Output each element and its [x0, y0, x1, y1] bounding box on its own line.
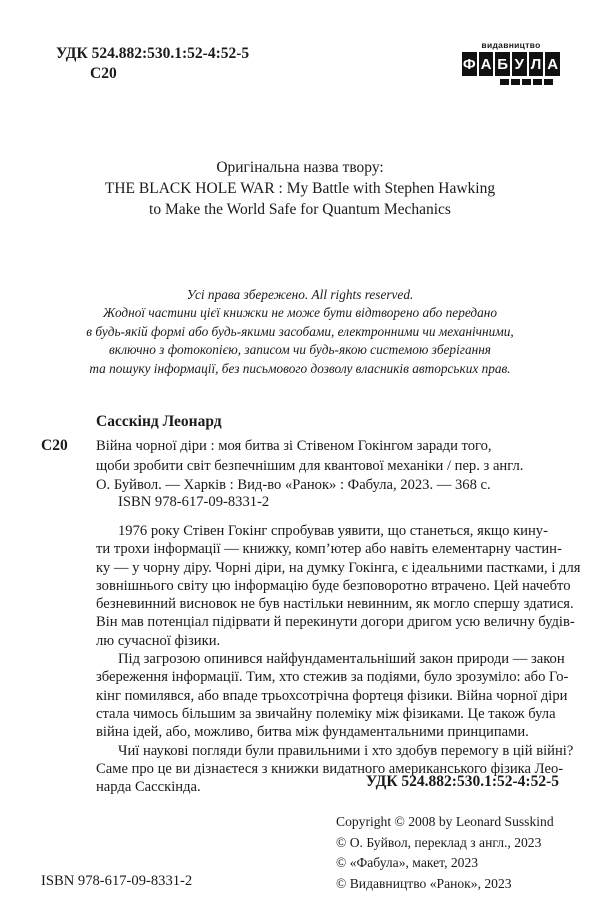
- abstract-line: безневинний висновок не був настільки невинним, як могло спершу здатися.: [96, 596, 574, 613]
- abstract-line: Саме про це ви дізнаєтеся з книжки видатного американського фізика Лео-: [96, 760, 564, 777]
- rights-notice: [0, 286, 600, 378]
- author-mark: С20: [90, 65, 117, 82]
- abstract-line: лю сучасної фізики.: [96, 632, 221, 649]
- bib-isbn: ISBN 978-617-09-8331-2: [118, 494, 270, 510]
- bib-line: О. Буйвол. — Харків : Вид-во «Ранок» : Фабула, 2023. — 368 с.: [96, 477, 491, 493]
- isbn-footer: ISBN 978-617-09-8331-2: [41, 873, 193, 889]
- logo-letter: Л: [529, 52, 544, 76]
- udk-footer: УДК 524.882:530.1:52-4:52-5: [365, 773, 559, 790]
- logo-letter: Ф: [462, 52, 477, 76]
- bib-author: Сасскінд Леонард: [96, 413, 222, 430]
- original-title-line: to Make the World Safe for Quantum Mechanics: [149, 201, 451, 218]
- udk-code: УДК 524.882:530.1:52-4:52-5: [56, 45, 250, 62]
- abstract-line: ку — у чорну діру. Чорні діри, на думку Гокінга, є ідеальними пастками, і для: [96, 559, 581, 576]
- original-title-label: Оригінальна назва твору:: [216, 159, 384, 176]
- bib-code: С20: [41, 437, 68, 454]
- abstract-line: кінг помилявся, або впаде трьохсотрічна фортеця фізики. Війна чорної діри: [96, 687, 568, 704]
- abstract: [96, 522, 581, 796]
- logo-letters: [462, 52, 560, 76]
- bib-line: щоби зробити світ безпечнішим для квантової механіки / пер. з англ.: [96, 457, 524, 474]
- logo-letter: А: [479, 52, 494, 76]
- abstract-line: зовнішнього світу цю інформацію буде безповоротно втрачено. Цей начебто: [96, 577, 571, 594]
- logo-letter: Б: [495, 52, 510, 76]
- abstract-line: нарда Сасскінда.: [96, 779, 201, 796]
- original-title-line: THE BLACK HOLE WAR : My Battle with Stephen Hawking: [104, 180, 496, 197]
- logo-publisher-text: видавництво: [481, 40, 541, 50]
- bib-description: [96, 437, 560, 496]
- logo-letter: А: [545, 52, 560, 76]
- abstract-line: Чиї наукові погляди були правильними і хто здобув перемогу в цій війні?: [118, 742, 574, 759]
- copyright-line: © О. Буйвол, переклад з англ., 2023: [336, 834, 542, 850]
- abstract-line: стала чимось більшим за звичайну полеміку між фізиками. Це також була: [96, 705, 556, 722]
- copyright-line: Copyright © 2008 by Leonard Susskind: [336, 814, 554, 829]
- rights-line: включно з фотокопією, записом чи будь-якою системою зберігання: [109, 342, 491, 358]
- bib-line: Війна чорної діри : моя битва зі Стівеном Гокінгом заради того,: [96, 438, 492, 454]
- rights-line: та пошуку інформації, без письмового дозволу власників авторських прав.: [89, 360, 511, 376]
- copyright-line: © «Фабула», макет, 2023: [336, 855, 479, 870]
- copyright-block: [336, 812, 554, 894]
- logo-stripe: [462, 79, 560, 85]
- rights-line: Усі права збережено. All rights reserved.: [186, 287, 414, 302]
- abstract-line: Він мав потенціал підірвати й перекинути догори дригом усю величну будів-: [96, 614, 575, 631]
- original-title-block: [0, 157, 600, 220]
- rights-line: Жодної частини цієї книжки не може бути відтворено або передано: [102, 305, 498, 321]
- abstract-line: війна ідей, або, можливо, битва між фундаментальними принципами.: [96, 724, 529, 741]
- abstract-line: 1976 року Стівен Гокінг спробував уявити, що станеться, якщо кину-: [118, 523, 548, 539]
- abstract-line: Під загрозою опинився найфундаментальніший закон природи — закон: [118, 651, 565, 668]
- udk-header: [56, 44, 249, 84]
- publisher-logo: [462, 40, 560, 98]
- copyright-line: © Видавництво «Ранок», 2023: [336, 875, 512, 891]
- logo-letter: У: [512, 52, 527, 76]
- rights-line: в будь-якій формі або будь-якими засобами, електронними чи механічними,: [86, 323, 514, 339]
- abstract-line: збереження інформації. Тим, хто стежив за подіями, було зрозуміло: або Го-: [96, 669, 569, 686]
- abstract-line: ти трохи інформації — книжку, комп’ютер або навіть елементарну частин-: [96, 541, 562, 558]
